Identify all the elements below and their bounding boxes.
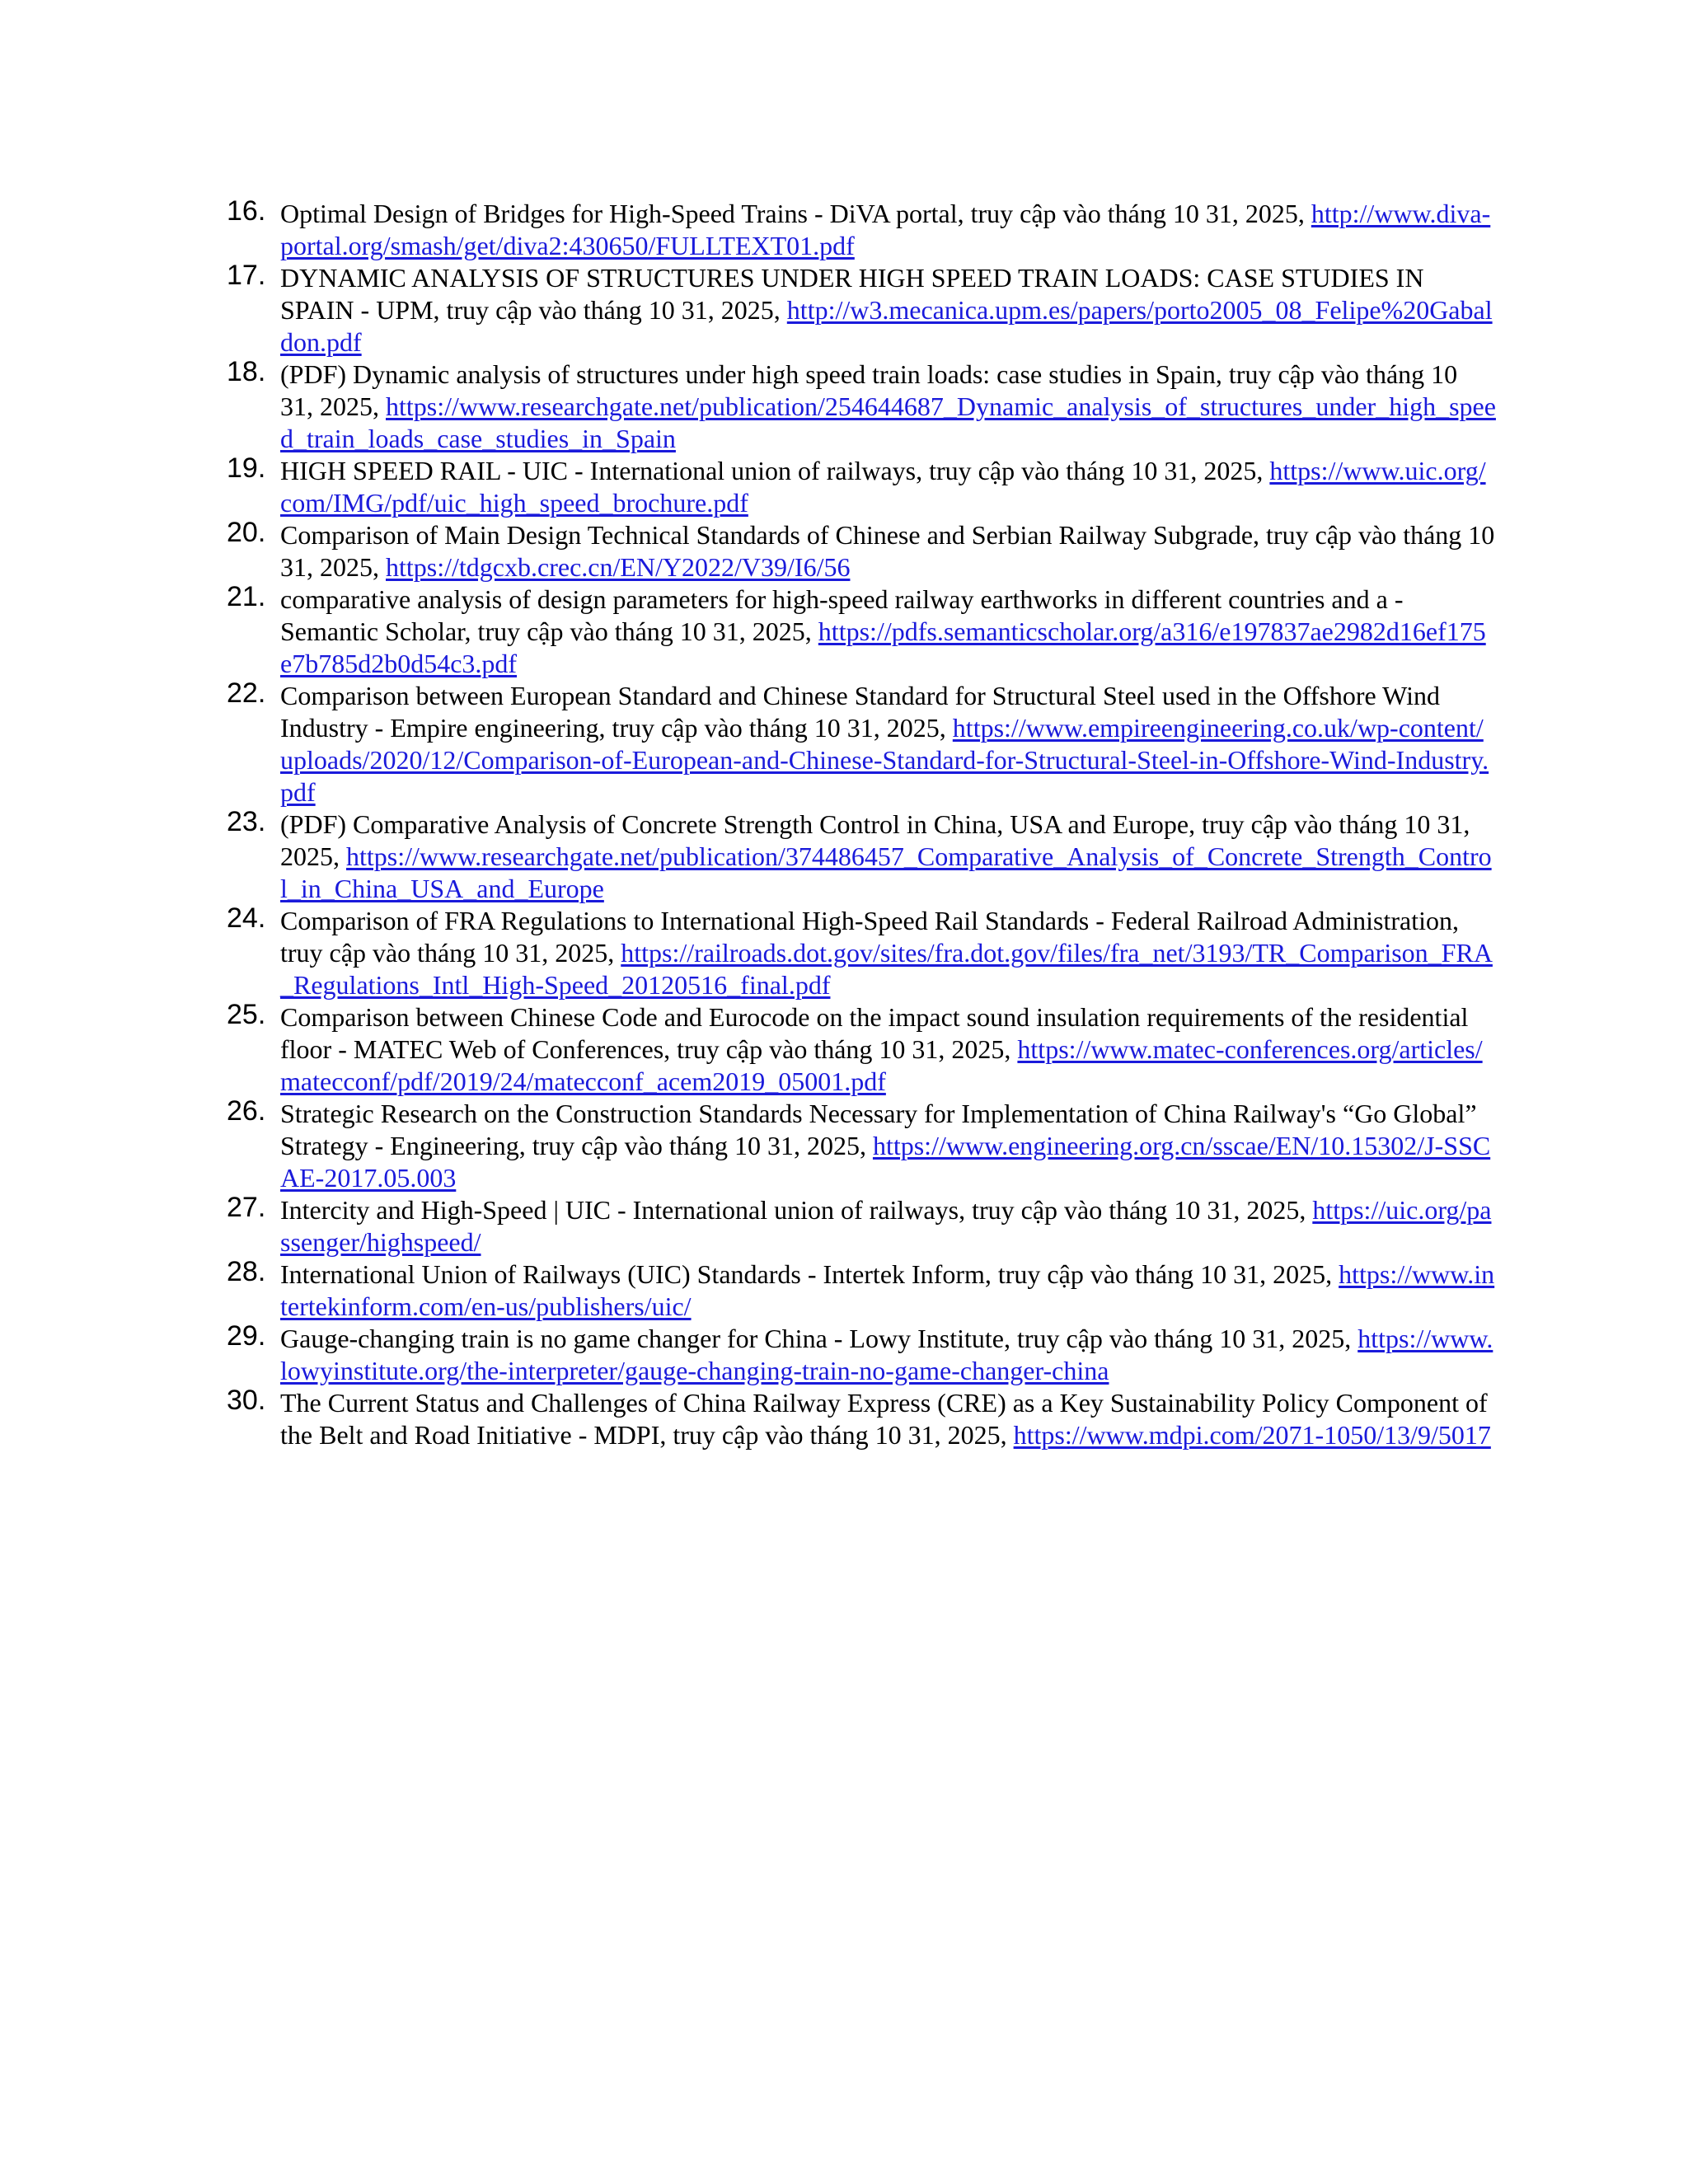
reference-item (227, 583, 1496, 680)
reference-item (227, 195, 1496, 262)
reference-text: comparative analysis of design parameters for high-speed railway earthworks in different countries and a - Semantic Scholar, truy cập vào tháng 10 31, 2025, (280, 584, 1404, 646)
reference-number: 29. (227, 1320, 266, 1352)
reference-link[interactable]: https://www.matec-conferences.org/articles/matecconf/pdf/2019/24/matecconf_acem2019_05001.pdf (280, 1034, 1483, 1096)
reference-number: 25. (227, 999, 266, 1030)
reference-item (227, 1320, 1496, 1387)
reference-item (227, 356, 1496, 455)
reference-text: Comparison between Chinese Code and Eurocode on the impact sound insulation requirements of the residential floor - MATEC Web of Conferences, truy cập vào tháng 10 31, 2025, (280, 1002, 1469, 1064)
reference-number: 22. (227, 677, 266, 709)
reference-item (227, 519, 1496, 583)
reference-text: (PDF) Dynamic analysis of structures under high speed train loads: case studies in Spain, truy cập vào tháng 10 31, 2025, (280, 359, 1458, 421)
reference-text: Intercity and High-Speed | UIC - International union of railways, truy cập vào tháng 10 31, 2025, (280, 1195, 1313, 1225)
reference-link[interactable]: https://www.lowyinstitute.org/the-interpreter/gauge-changing-train-no-game-changer-china (280, 1324, 1493, 1385)
reference-item (227, 1095, 1496, 1194)
reference-link[interactable]: http://w3.mecanica.upm.es/papers/porto2005_08_Felipe%20Gabaldon.pdf (280, 295, 1493, 357)
reference-number: 26. (227, 1095, 266, 1127)
reference-link[interactable]: https://www.engineering.org.cn/sscae/EN/10.15302/J-SSCAE-2017.05.003 (280, 1131, 1491, 1193)
reference-text: Comparison of FRA Regulations to International High-Speed Rail Standards - Federal Railroad Administration, truy cập vào tháng 10 31, 2025, (280, 906, 1460, 968)
reference-text: Comparison of Main Design Technical Standards of Chinese and Serbian Railway Subgrade, truy cập vào tháng 10 31, 2025, (280, 520, 1495, 582)
reference-link[interactable]: https://uic.org/passenger/highspeed/ (280, 1195, 1492, 1257)
reference-number: 18. (227, 356, 266, 387)
reference-link[interactable]: https://www.mdpi.com/2071-1050/13/9/5017 (1013, 1420, 1491, 1450)
reference-text: Optimal Design of Bridges for High-Speed Trains - DiVA portal, truy cập vào tháng 10 31, 2025, (280, 199, 1311, 228)
reference-item (227, 262, 1496, 359)
reference-number: 30. (227, 1385, 266, 1416)
reference-text: Comparison between European Standard and Chinese Standard for Structural Steel used in the Offshore Wind Industry - Empire engineering, truy cập vào tháng 10 31, 2025, (280, 681, 1440, 743)
reference-number: 16. (227, 195, 266, 227)
reference-text: Strategic Research on the Construction Standards Necessary for Implementation of China Railway's “Go Global” Strategy - Engineering, truy cập vào tháng 10 31, 2025, (280, 1099, 1477, 1160)
reference-item (227, 1258, 1496, 1323)
reference-text: International Union of Railways (UIC) Standards - Intertek Inform, truy cập vào tháng 10 31, 2025, (280, 1259, 1339, 1289)
reference-number: 23. (227, 806, 266, 837)
reference-item (227, 1194, 1496, 1258)
reference-number: 24. (227, 902, 266, 934)
reference-link[interactable]: https://www.intertekinform.com/en-us/publishers/uic/ (280, 1259, 1495, 1321)
reference-link[interactable]: https://pdfs.semanticscholar.org/a316/e197837ae2982d16ef175e7b785d2b0d54c3.pdf (280, 616, 1486, 678)
reference-item (227, 677, 1496, 808)
reference-number: 19. (227, 452, 266, 484)
reference-item (227, 902, 1496, 1001)
reference-link[interactable]: https://www.researchgate.net/publication/254644687_Dynamic_analysis_of_structures_under_high_speed_train_loads_case_studies_in_Spain (280, 391, 1496, 453)
reference-link[interactable]: https://www.researchgate.net/publication/374486457_Comparative_Analysis_of_Concrete_Strength_Control_in_China_USA_and_Europe (280, 841, 1492, 903)
reference-number: 28. (227, 1256, 266, 1287)
reference-number: 17. (227, 260, 266, 291)
reference-link[interactable]: http://www.diva-portal.org/smash/get/diva2:430650/FULLTEXT01.pdf (280, 199, 1491, 260)
reference-text: HIGH SPEED RAIL - UIC - International union of railways, truy cập vào tháng 10 31, 2025, (280, 456, 1270, 485)
reference-item (227, 452, 1496, 519)
reference-text: Gauge-changing train is no game changer for China - Lowy Institute, truy cập vào tháng 10 31, 2025, (280, 1324, 1358, 1353)
reference-link[interactable]: https://railroads.dot.gov/sites/fra.dot.gov/files/fra_net/3193/TR_Comparison_FRA_Regulations_Intl_High-Speed_20120516_final.pdf (280, 938, 1493, 1000)
reference-text: (PDF) Comparative Analysis of Concrete Strength Control in China, USA and Europe, truy cập vào tháng 10 31, 2025, (280, 809, 1470, 871)
reference-link[interactable]: https://www.empireengineering.co.uk/wp-content/uploads/2020/12/Comparison-of-European-and-Chinese-Standard-for-Structural-Steel-in-Offshore-Wind-Industry.pdf (280, 713, 1489, 807)
reference-item (227, 1001, 1496, 1098)
reference-list (227, 195, 1496, 1451)
reference-item (227, 1387, 1496, 1451)
reference-number: 21. (227, 581, 266, 612)
reference-number: 27. (227, 1192, 266, 1223)
reference-link[interactable]: https://www.uic.org/com/IMG/pdf/uic_high_speed_brochure.pdf (280, 456, 1486, 518)
reference-item (227, 808, 1496, 905)
reference-number: 20. (227, 517, 266, 548)
reference-text: The Current Status and Challenges of China Railway Express (CRE) as a Key Sustainability Policy Component of the Belt and Road Initiative - MDPI, truy cập vào tháng 10 31, 2025, (280, 1388, 1488, 1450)
reference-text: DYNAMIC ANALYSIS OF STRUCTURES UNDER HIGH SPEED TRAIN LOADS: CASE STUDIES IN SPAIN - UPM, truy cập vào tháng 10 31, 2025, (280, 263, 1424, 325)
reference-link[interactable]: https://tdgcxb.crec.cn/EN/Y2022/V39/I6/56 (386, 552, 851, 582)
